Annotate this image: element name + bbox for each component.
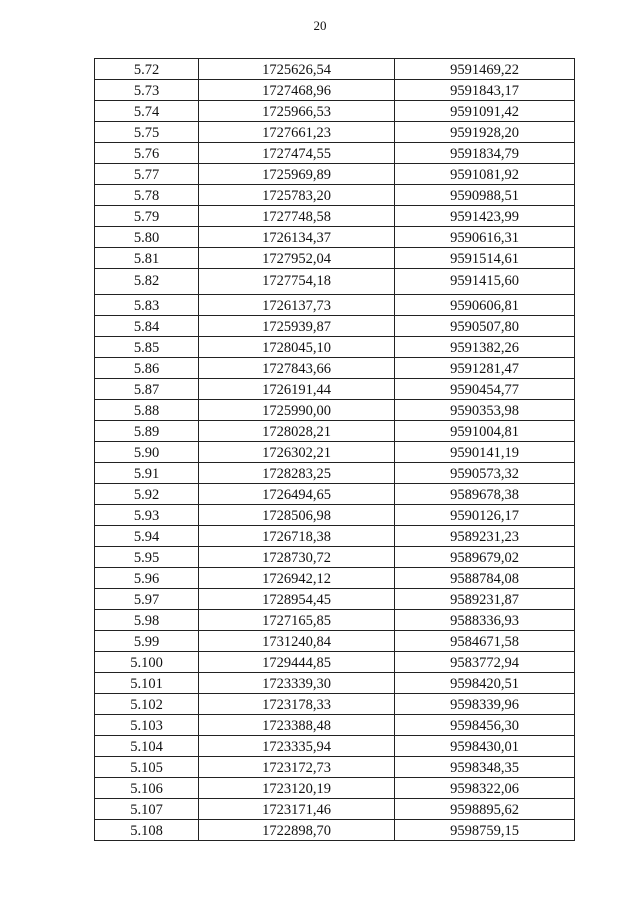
x-coordinate-cell: 1728283,25	[199, 463, 395, 484]
point-number-cell: 5.95	[95, 547, 199, 568]
x-coordinate-cell: 1728506,98	[199, 505, 395, 526]
x-coordinate-cell: 1727748,58	[199, 206, 395, 227]
x-coordinate-cell: 1723171,46	[199, 799, 395, 820]
table-row	[95, 715, 575, 736]
y-coordinate-cell: 9591415,60	[395, 269, 575, 295]
point-number-cell: 5.74	[95, 101, 199, 122]
table-row	[95, 589, 575, 610]
table-row	[95, 122, 575, 143]
table-row	[95, 736, 575, 757]
point-number-cell: 5.96	[95, 568, 199, 589]
table-row	[95, 80, 575, 101]
table-row	[95, 400, 575, 421]
point-number-cell: 5.80	[95, 227, 199, 248]
point-number-cell: 5.89	[95, 421, 199, 442]
y-coordinate-cell: 9591843,17	[395, 80, 575, 101]
x-coordinate-cell: 1723172,73	[199, 757, 395, 778]
point-number-cell: 5.100	[95, 652, 199, 673]
table-row	[95, 484, 575, 505]
table-row	[95, 631, 575, 652]
table-row	[95, 101, 575, 122]
table-row	[95, 248, 575, 269]
table-row	[95, 269, 575, 295]
y-coordinate-cell: 9590454,77	[395, 379, 575, 400]
x-coordinate-cell: 1728954,45	[199, 589, 395, 610]
x-coordinate-cell: 1726718,38	[199, 526, 395, 547]
x-coordinate-cell: 1727165,85	[199, 610, 395, 631]
point-number-cell: 5.73	[95, 80, 199, 101]
y-coordinate-cell: 9589231,87	[395, 589, 575, 610]
point-number-cell: 5.99	[95, 631, 199, 652]
x-coordinate-cell: 1723335,94	[199, 736, 395, 757]
y-coordinate-cell: 9590988,51	[395, 185, 575, 206]
point-number-cell: 5.90	[95, 442, 199, 463]
point-number-cell: 5.101	[95, 673, 199, 694]
point-number-cell: 5.105	[95, 757, 199, 778]
point-number-cell: 5.102	[95, 694, 199, 715]
table-row	[95, 547, 575, 568]
x-coordinate-cell: 1727952,04	[199, 248, 395, 269]
table-row	[95, 227, 575, 248]
table-row	[95, 820, 575, 841]
y-coordinate-cell: 9598430,01	[395, 736, 575, 757]
x-coordinate-cell: 1725990,00	[199, 400, 395, 421]
point-number-cell: 5.92	[95, 484, 199, 505]
y-coordinate-cell: 9598322,06	[395, 778, 575, 799]
point-number-cell: 5.86	[95, 358, 199, 379]
point-number-cell: 5.82	[95, 269, 199, 295]
table-row	[95, 421, 575, 442]
table-row	[95, 59, 575, 80]
point-number-cell: 5.103	[95, 715, 199, 736]
y-coordinate-cell: 9598456,30	[395, 715, 575, 736]
x-coordinate-cell: 1726942,12	[199, 568, 395, 589]
point-number-cell: 5.87	[95, 379, 199, 400]
table-row	[95, 505, 575, 526]
x-coordinate-cell: 1727474,55	[199, 143, 395, 164]
y-coordinate-cell: 9590126,17	[395, 505, 575, 526]
point-number-cell: 5.91	[95, 463, 199, 484]
point-number-cell: 5.88	[95, 400, 199, 421]
x-coordinate-cell: 1725966,53	[199, 101, 395, 122]
table-row	[95, 799, 575, 820]
x-coordinate-cell: 1727661,23	[199, 122, 395, 143]
x-coordinate-cell: 1727468,96	[199, 80, 395, 101]
y-coordinate-cell: 9584671,58	[395, 631, 575, 652]
point-number-cell: 5.76	[95, 143, 199, 164]
y-coordinate-cell: 9591514,61	[395, 248, 575, 269]
y-coordinate-cell: 9589679,02	[395, 547, 575, 568]
x-coordinate-cell: 1726302,21	[199, 442, 395, 463]
coordinates-table	[94, 58, 575, 841]
x-coordinate-cell: 1726191,44	[199, 379, 395, 400]
x-coordinate-cell: 1726137,73	[199, 295, 395, 316]
y-coordinate-cell: 9591081,92	[395, 164, 575, 185]
x-coordinate-cell: 1728730,72	[199, 547, 395, 568]
point-number-cell: 5.94	[95, 526, 199, 547]
table-row	[95, 143, 575, 164]
point-number-cell: 5.77	[95, 164, 199, 185]
y-coordinate-cell: 9590573,32	[395, 463, 575, 484]
point-number-cell: 5.108	[95, 820, 199, 841]
point-number-cell: 5.97	[95, 589, 199, 610]
x-coordinate-cell: 1729444,85	[199, 652, 395, 673]
x-coordinate-cell: 1726134,37	[199, 227, 395, 248]
x-coordinate-cell: 1727843,66	[199, 358, 395, 379]
table-row	[95, 757, 575, 778]
y-coordinate-cell: 9591004,81	[395, 421, 575, 442]
table-row	[95, 206, 575, 227]
x-coordinate-cell: 1723388,48	[199, 715, 395, 736]
y-coordinate-cell: 9590616,31	[395, 227, 575, 248]
y-coordinate-cell: 9591382,26	[395, 337, 575, 358]
page-number: 20	[313, 18, 327, 33]
y-coordinate-cell: 9590606,81	[395, 295, 575, 316]
x-coordinate-cell: 1725939,87	[199, 316, 395, 337]
x-coordinate-cell: 1731240,84	[199, 631, 395, 652]
y-coordinate-cell: 9590353,98	[395, 400, 575, 421]
y-coordinate-cell: 9598895,62	[395, 799, 575, 820]
table-row	[95, 295, 575, 316]
y-coordinate-cell: 9598348,35	[395, 757, 575, 778]
table-row	[95, 673, 575, 694]
table-row	[95, 442, 575, 463]
y-coordinate-cell: 9589231,23	[395, 526, 575, 547]
point-number-cell: 5.106	[95, 778, 199, 799]
y-coordinate-cell: 9591834,79	[395, 143, 575, 164]
coordinates-table-body	[95, 59, 575, 841]
x-coordinate-cell: 1722898,70	[199, 820, 395, 841]
x-coordinate-cell: 1723178,33	[199, 694, 395, 715]
point-number-cell: 5.78	[95, 185, 199, 206]
y-coordinate-cell: 9598339,96	[395, 694, 575, 715]
x-coordinate-cell: 1728045,10	[199, 337, 395, 358]
table-row	[95, 463, 575, 484]
table-row	[95, 652, 575, 673]
point-number-cell: 5.104	[95, 736, 199, 757]
table-row	[95, 568, 575, 589]
point-number-cell: 5.85	[95, 337, 199, 358]
point-number-cell: 5.75	[95, 122, 199, 143]
table-row	[95, 185, 575, 206]
x-coordinate-cell: 1725969,89	[199, 164, 395, 185]
table-row	[95, 316, 575, 337]
y-coordinate-cell: 9590507,80	[395, 316, 575, 337]
y-coordinate-cell: 9583772,94	[395, 652, 575, 673]
table-row	[95, 694, 575, 715]
table-row	[95, 778, 575, 799]
point-number-cell: 5.84	[95, 316, 199, 337]
y-coordinate-cell: 9591469,22	[395, 59, 575, 80]
x-coordinate-cell: 1723339,30	[199, 673, 395, 694]
table-row	[95, 610, 575, 631]
x-coordinate-cell: 1725783,20	[199, 185, 395, 206]
x-coordinate-cell: 1725626,54	[199, 59, 395, 80]
table-row	[95, 526, 575, 547]
point-number-cell: 5.83	[95, 295, 199, 316]
x-coordinate-cell: 1727754,18	[199, 269, 395, 295]
y-coordinate-cell: 9598420,51	[395, 673, 575, 694]
y-coordinate-cell: 9591423,99	[395, 206, 575, 227]
point-number-cell: 5.93	[95, 505, 199, 526]
y-coordinate-cell: 9591928,20	[395, 122, 575, 143]
point-number-cell: 5.98	[95, 610, 199, 631]
table-row	[95, 164, 575, 185]
y-coordinate-cell: 9598759,15	[395, 820, 575, 841]
point-number-cell: 5.107	[95, 799, 199, 820]
y-coordinate-cell: 9588784,08	[395, 568, 575, 589]
table-row	[95, 337, 575, 358]
table-row	[95, 358, 575, 379]
x-coordinate-cell: 1723120,19	[199, 778, 395, 799]
table-row	[95, 379, 575, 400]
y-coordinate-cell: 9591281,47	[395, 358, 575, 379]
y-coordinate-cell: 9590141,19	[395, 442, 575, 463]
point-number-cell: 5.79	[95, 206, 199, 227]
point-number-cell: 5.72	[95, 59, 199, 80]
y-coordinate-cell: 9591091,42	[395, 101, 575, 122]
x-coordinate-cell: 1726494,65	[199, 484, 395, 505]
x-coordinate-cell: 1728028,21	[199, 421, 395, 442]
y-coordinate-cell: 9589678,38	[395, 484, 575, 505]
y-coordinate-cell: 9588336,93	[395, 610, 575, 631]
point-number-cell: 5.81	[95, 248, 199, 269]
